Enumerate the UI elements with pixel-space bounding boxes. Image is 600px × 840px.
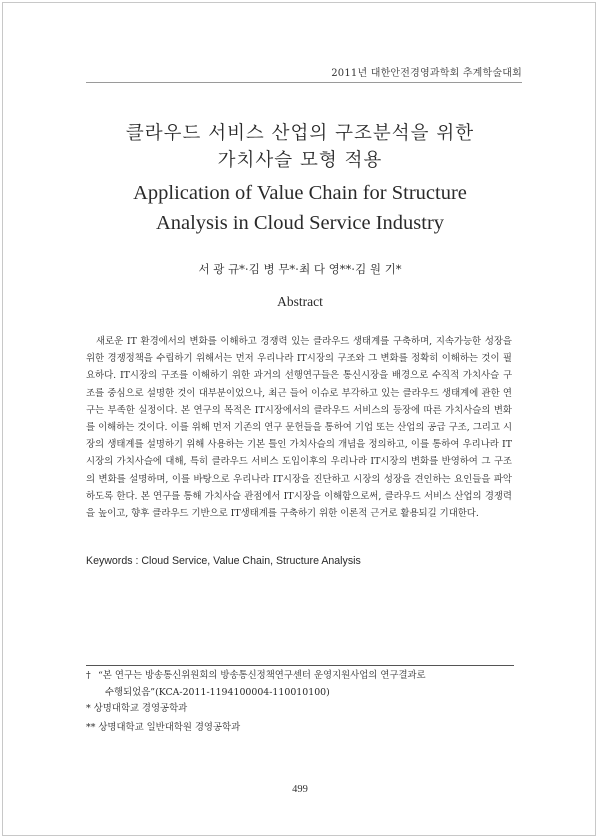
abstract-heading: Abstract <box>277 294 323 309</box>
keywords: Keywords : Cloud Service, Value Chain, Structure Analysis <box>86 555 361 567</box>
korean-title-line-1: 클라우드 서비스 산업의 구조분석을 위한 <box>125 123 475 144</box>
abstract-body: 새로운 IT 환경에서의 변화를 이해하고 경쟁력 있는 클라우드 생태계를 구축하며, 지속가능한 성장을 위한 경쟁정책을 수립하기 위해서는 먼저 우리나라 IT시장의 구조와 그 변화를 정확히 이해하는 것이 필요하다. IT시장의 구조를 이해하기 위한 과거의 선행연구들은 통신시장을 배경으로 수직적 가치사슬 구조를 중심으로 설명한 것이 대부분이었으나, 최근 들어 이슈로 부각하고 있는 클라우드 생태계에 관한 연구는 부족한 실정이다. 본 연구의 목적은 IT시장에서의 클라우드 서비스의 등장에 따른 가치사슬의 변화를 이해하는 것이다. 이를 위해 먼저 기존의 연구 문헌들을 통하여 기업 또는 산업의 공급 구조, 그리고 시장의 생태계를 설명하기 위해 사용하는 기본 틀인 가치사슬의 개념을 정의하고, 이를 통하여 우리나라 IT시장의 가치사슬에 대해, 특히 클라우드 서비스 도입이후의 우리나라 IT시장의 변화를 반영하여 그 구조의 변화를 설명하며, 이를 바탕으로 우리나라 IT시장을 진단하고 시장의 성장을 견인하는 요인들을 파악하도록 한다. 본 연구를 통해 가치사슬 관점에서 IT시장을 이해함으로써, 클라우드 서비스 산업의 경쟁력을 높이고, 향후 클라우드 기반으로 IT생태계를 구축하기 위한 이론적 근거로 활용되길 기대한다. <box>86 336 512 520</box>
footnote-funding <box>86 667 518 701</box>
english-title <box>60 178 540 238</box>
footnote-affiliation-2: ** 상명대학교 일반대학원 경영공학과 <box>86 722 241 733</box>
footnote-funding-line-1: “본 연구는 방송통신위원회의 방송통신정책연구센터 운영지원사업의 연구결과로 <box>98 670 426 681</box>
dagger-mark: † <box>86 670 91 681</box>
running-head: 2011년 대한안전경영과학회 추계학술대회 <box>331 68 522 79</box>
author-list: 서 광 규*⋅김 병 무*⋅최 다 영**⋅김 원 기* <box>198 262 402 276</box>
korean-title-line-2: 가치사슬 모형 적용 <box>217 150 383 171</box>
footnote-rule <box>86 665 514 666</box>
footnote-funding-line-2: 수행되었음”(KCA-2011-1194100004-110010100) <box>105 687 330 698</box>
header-rule <box>86 82 522 83</box>
footnote-affiliation-1: * 상명대학교 경영공학과 <box>86 703 188 714</box>
english-title-line-2: Analysis in Cloud Service Industry <box>155 212 445 234</box>
korean-title <box>60 120 540 174</box>
page-number: 499 <box>292 784 308 795</box>
english-title-line-1: Application of Value Chain for Structure <box>133 182 467 204</box>
